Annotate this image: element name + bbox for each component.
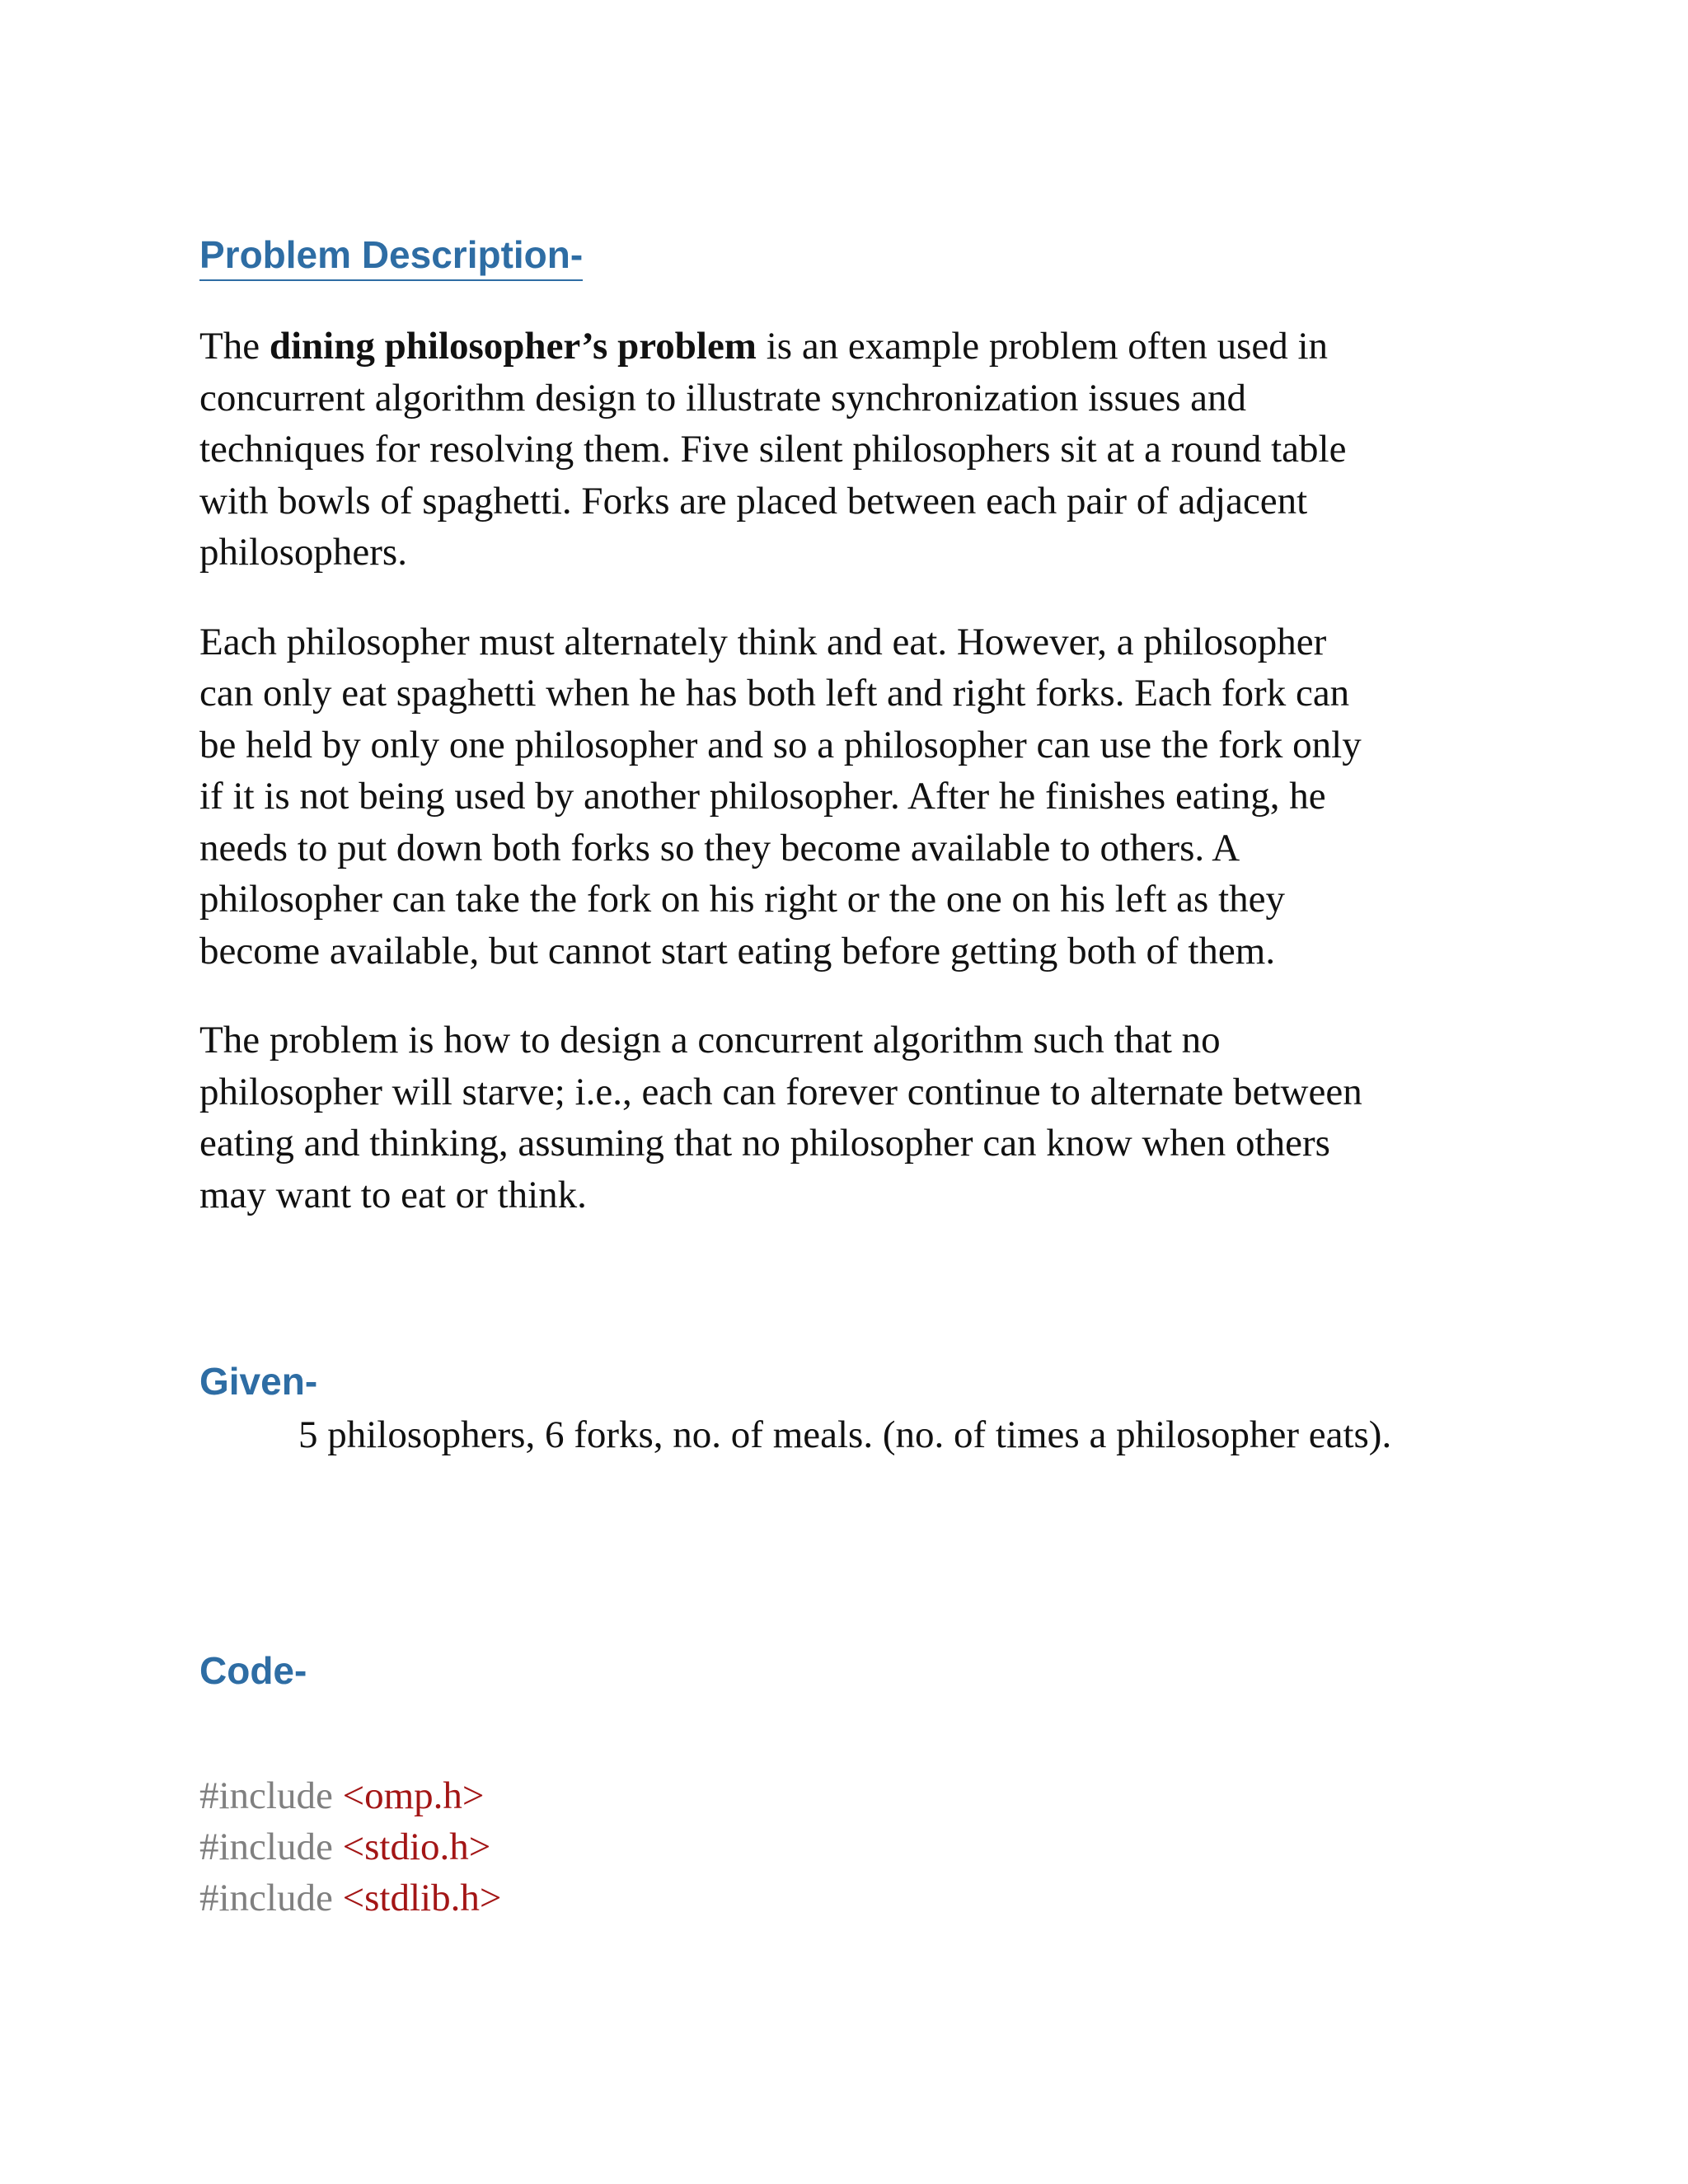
paragraph-line: can only eat spaghetti when he has both left and right forks. Each fork can [199, 672, 1350, 715]
include-directive: #include [199, 1876, 333, 1919]
paragraph-line: philosopher can take the fork on his right or the one on his left as they [199, 878, 1285, 921]
paragraph-line: eating and thinking, assuming that no philosopher can know when others [199, 1122, 1330, 1165]
code-line [199, 1872, 1502, 1924]
include-header: <omp.h> [342, 1774, 485, 1817]
code-line [199, 1770, 1502, 1821]
include-directive: #include [199, 1825, 333, 1868]
paragraph-line: with bowls of spaghetti. Forks are placed between each pair of adjacent [199, 479, 1308, 523]
code-heading: Code- [199, 1649, 307, 1693]
document-content [199, 232, 1502, 1924]
code-heading-wrap [199, 1648, 1502, 1694]
include-header: <stdlib.h> [342, 1876, 502, 1919]
paragraph-line: if it is not being used by another philosopher. After he finishes eating, he [199, 775, 1326, 818]
paragraph-line [199, 321, 1502, 373]
paragraph-problem [199, 1015, 1502, 1221]
text-run: The [199, 325, 270, 368]
paragraph-line: The problem is how to design a concurrent algorithm such that no [199, 1019, 1221, 1062]
text-run: is an example problem often used in [756, 325, 1329, 368]
problem-description-heading: Problem Description- [199, 232, 583, 281]
paragraph-line: Each philosopher must alternately think and eat. However, a philosopher [199, 620, 1327, 663]
bold-term: dining philosopher’s problem [269, 325, 757, 368]
code-line [199, 1821, 1502, 1872]
paragraph-line: philosophers. [199, 531, 407, 574]
paragraph-line: philosopher will starve; i.e., each can forever continue to alternate between [199, 1070, 1362, 1113]
paragraph-line: may want to eat or think. [199, 1173, 587, 1216]
problem-description-heading-wrap [199, 232, 1502, 281]
given-heading: Given- [199, 1360, 318, 1404]
paragraph-line: be held by only one philosopher and so a philosopher can use the fork only [199, 723, 1362, 766]
include-header: <stdio.h> [342, 1825, 491, 1868]
code-block [199, 1770, 1502, 1924]
include-directive: #include [199, 1774, 333, 1817]
paragraph-intro [199, 321, 1502, 579]
paragraph-line: concurrent algorithm design to illustrate synchronization issues and [199, 376, 1247, 419]
paragraph-line: needs to put down both forks so they become available to others. A [199, 826, 1240, 869]
paragraph-line: techniques for resolving them. Five silent philosophers sit at a round table [199, 428, 1347, 471]
paragraph-rules [199, 616, 1502, 977]
given-text: 5 philosophers, 6 forks, no. of meals. (no. of times a philosopher eats). [298, 1413, 1392, 1457]
given-heading-wrap [199, 1359, 1502, 1404]
paragraph-line: become available, but cannot start eating before getting both of them. [199, 929, 1276, 972]
